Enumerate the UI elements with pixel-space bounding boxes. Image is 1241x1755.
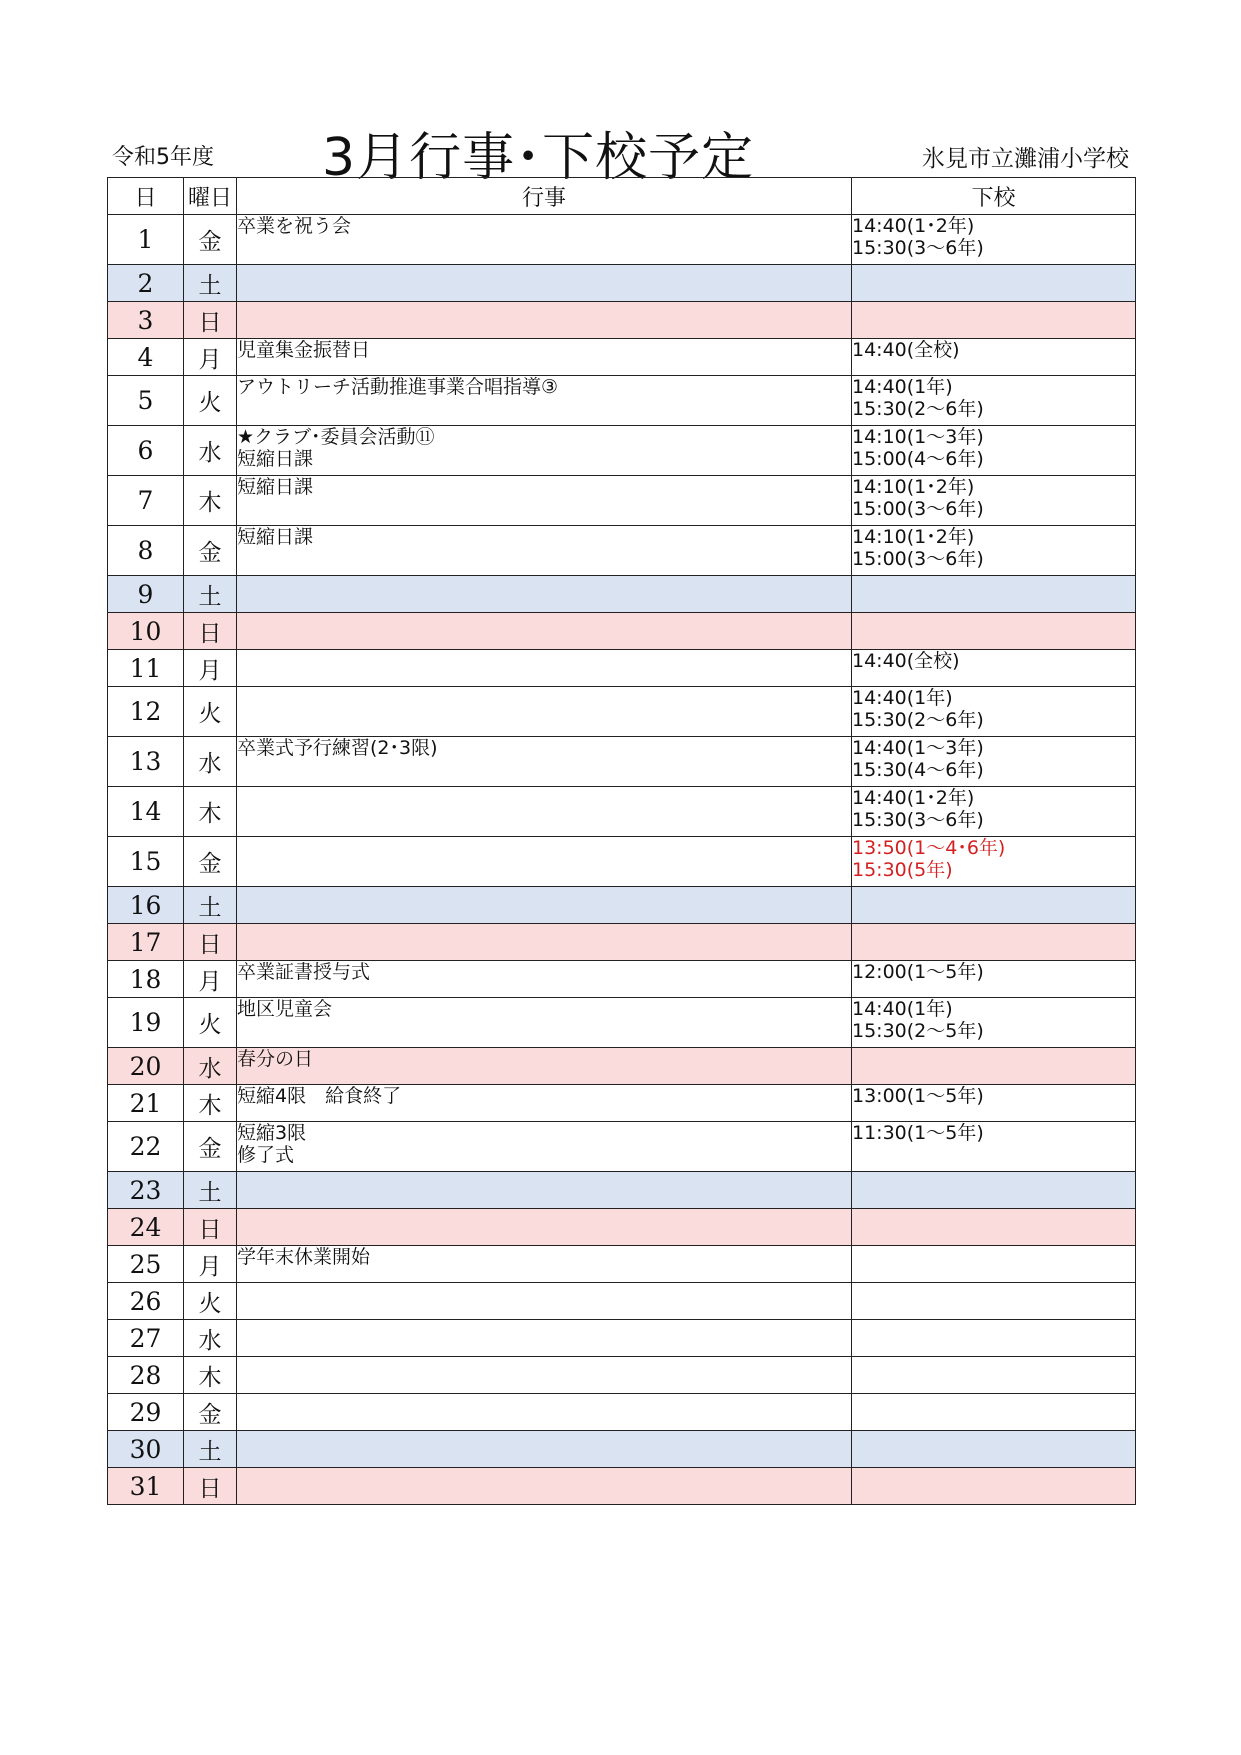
events-cell [237,1246,852,1283]
day-cell: 5 [108,376,184,426]
events-cell [237,1431,852,1468]
table-row [108,1048,1136,1085]
dismissal-time: 15:00(3～6年) [852,498,984,520]
events-cell [237,1172,852,1209]
table-row [108,887,1136,924]
day-cell: 3 [108,302,184,339]
dismissal-time: 15:30(3～6年) [852,237,984,259]
dismissal-cell [852,687,1136,737]
dismissal-cell [852,1048,1136,1085]
weekday-cell: 水 [184,737,237,787]
dismissal-time: 15:30(3～6年) [852,809,984,831]
table-row [108,476,1136,526]
table-row [108,526,1136,576]
table-row [108,1394,1136,1431]
events-cell [237,1357,852,1394]
events-cell [237,924,852,961]
weekday-cell: 土 [184,265,237,302]
weekday-cell: 火 [184,998,237,1048]
day-cell: 8 [108,526,184,576]
event-text: 春分の日 [237,1048,314,1070]
dismissal-cell [852,650,1136,687]
events-cell [237,1122,852,1172]
events-cell [237,265,852,302]
day-cell: 4 [108,339,184,376]
event-text: 短縮4限 給食終了 [237,1085,402,1107]
dismissal-cell [852,737,1136,787]
day-cell: 2 [108,265,184,302]
dismissal-time: 14:10(1～3年) [852,426,984,448]
dismissal-cell [852,1394,1136,1431]
event-text: 卒業式予行練習(2･3限) [237,737,438,759]
dismissal-cell [852,787,1136,837]
dismissal-time: 14:40(1年) [852,376,953,398]
dismissal-time: 15:30(2～6年) [852,709,984,731]
day-cell: 6 [108,426,184,476]
weekday-cell: 土 [184,1431,237,1468]
dismissal-time: 14:40(全校) [852,339,960,361]
day-cell: 14 [108,787,184,837]
weekday-cell: 土 [184,887,237,924]
table-row [108,576,1136,613]
events-cell [237,737,852,787]
weekday-cell: 土 [184,576,237,613]
dismissal-cell [852,1283,1136,1320]
weekday-cell: 金 [184,1122,237,1172]
dismissal-time: 15:00(4～6年) [852,448,984,470]
day-cell: 26 [108,1283,184,1320]
table-row [108,1209,1136,1246]
event-text: 短縮日課 [237,448,314,470]
dismissal-cell [852,1357,1136,1394]
dismissal-cell [852,1209,1136,1246]
dismissal-cell [852,1122,1136,1172]
dismissal-cell [852,1172,1136,1209]
day-cell: 25 [108,1246,184,1283]
event-text: 短縮3限 [237,1122,307,1144]
table-row [108,613,1136,650]
events-cell [237,376,852,426]
dismissal-cell [852,998,1136,1048]
event-text: 学年末休業開始 [237,1246,371,1268]
dismissal-cell [852,376,1136,426]
day-cell: 9 [108,576,184,613]
dismissal-time: 15:30(5年) [852,859,953,881]
weekday-cell: 日 [184,1209,237,1246]
weekday-cell: 月 [184,650,237,687]
events-cell [237,787,852,837]
day-cell: 23 [108,1172,184,1209]
dismissal-time: 15:00(3～6年) [852,548,984,570]
table-row [108,924,1136,961]
event-text: 卒業を祝う会 [237,215,352,237]
events-cell [237,1468,852,1505]
day-cell: 30 [108,1431,184,1468]
dismissal-time: 14:40(全校) [852,650,960,672]
day-cell: 31 [108,1468,184,1505]
dismissal-time: 14:40(1～3年) [852,737,984,759]
dismissal-cell [852,887,1136,924]
table-row [108,787,1136,837]
dismissal-cell [852,576,1136,613]
dismissal-time: 12:00(1～5年) [852,961,984,983]
table-row [108,339,1136,376]
dismissal-time: 13:00(1～5年) [852,1085,984,1107]
table-row [108,1357,1136,1394]
dismissal-cell [852,1246,1136,1283]
event-text: 修了式 [237,1144,295,1166]
day-cell: 28 [108,1357,184,1394]
dismissal-time: 11:30(1～5年) [852,1122,984,1144]
event-text: 短縮日課 [237,526,314,548]
day-cell: 12 [108,687,184,737]
weekday-cell: 水 [184,1320,237,1357]
event-text: ★クラブ･委員会活動⑪ [237,426,435,448]
events-cell [237,998,852,1048]
weekday-cell: 月 [184,961,237,998]
events-cell [237,1394,852,1431]
column-header-dismissal: 下校 [852,178,1136,215]
weekday-cell: 月 [184,1246,237,1283]
dismissal-cell [852,339,1136,376]
dismissal-time: 14:40(1･2年) [852,215,975,237]
day-cell: 11 [108,650,184,687]
dismissal-time: 13:50(1～4･6年) [852,837,1006,859]
day-cell: 19 [108,998,184,1048]
day-cell: 22 [108,1122,184,1172]
table-row [108,1122,1136,1172]
dismissal-time: 15:30(2～5年) [852,1020,984,1042]
events-cell [237,1085,852,1122]
weekday-cell: 金 [184,1394,237,1431]
events-cell [237,887,852,924]
events-cell [237,576,852,613]
day-cell: 20 [108,1048,184,1085]
dismissal-cell [852,302,1136,339]
column-header-events: 行事 [237,178,852,215]
table-row [108,687,1136,737]
event-text: 地区児童会 [237,998,333,1020]
event-text: 短縮日課 [237,476,314,498]
day-cell: 16 [108,887,184,924]
dismissal-cell [852,1468,1136,1505]
schedule-body [108,215,1136,1505]
schedule-header [108,178,1136,215]
dismissal-time: 14:10(1･2年) [852,526,975,548]
day-cell: 29 [108,1394,184,1431]
events-cell [237,526,852,576]
weekday-cell: 日 [184,302,237,339]
table-row [108,1085,1136,1122]
dismissal-cell [852,924,1136,961]
weekday-cell: 火 [184,1283,237,1320]
events-cell [237,650,852,687]
dismissal-time: 14:40(1年) [852,998,953,1020]
day-cell: 15 [108,837,184,887]
events-cell [237,1048,852,1085]
dismissal-cell [852,837,1136,887]
events-cell [237,837,852,887]
events-cell [237,215,852,265]
column-header-day: 日 [108,178,184,215]
table-row [108,1320,1136,1357]
table-row [108,376,1136,426]
events-cell [237,302,852,339]
day-cell: 18 [108,961,184,998]
dismissal-cell [852,613,1136,650]
table-row [108,998,1136,1048]
schedule-table [107,177,1136,1505]
dismissal-cell [852,426,1136,476]
table-row [108,265,1136,302]
events-cell [237,613,852,650]
events-cell [237,426,852,476]
weekday-cell: 土 [184,1172,237,1209]
dismissal-cell [852,265,1136,302]
table-row [108,215,1136,265]
school-name: 氷見市立灘浦小学校 [922,146,1129,172]
weekday-cell: 水 [184,426,237,476]
dismissal-cell [852,1320,1136,1357]
weekday-cell: 火 [184,687,237,737]
dismissal-time: 14:40(1･2年) [852,787,975,809]
day-cell: 7 [108,476,184,526]
table-row [108,1431,1136,1468]
table-row [108,1246,1136,1283]
event-text: 児童集金振替日 [237,339,371,361]
day-cell: 21 [108,1085,184,1122]
weekday-cell: 日 [184,924,237,961]
header-row [108,178,1136,215]
weekday-cell: 金 [184,526,237,576]
event-text: アウトリーチ活動推進事業合唱指導③ [237,376,559,398]
events-cell [237,687,852,737]
weekday-cell: 木 [184,476,237,526]
day-cell: 24 [108,1209,184,1246]
day-cell: 10 [108,613,184,650]
table-row [108,1468,1136,1505]
dismissal-cell [852,961,1136,998]
table-row [108,1172,1136,1209]
weekday-cell: 月 [184,339,237,376]
dismissal-time: 14:10(1･2年) [852,476,975,498]
weekday-cell: 火 [184,376,237,426]
table-row [108,650,1136,687]
events-cell [237,476,852,526]
weekday-cell: 木 [184,787,237,837]
dismissal-time: 14:40(1年) [852,687,953,709]
weekday-cell: 金 [184,837,237,887]
table-row [108,426,1136,476]
weekday-cell: 木 [184,1357,237,1394]
events-cell [237,961,852,998]
table-row [108,961,1136,998]
dismissal-time: 15:30(2～6年) [852,398,984,420]
day-cell: 27 [108,1320,184,1357]
events-cell [237,1320,852,1357]
column-header-weekday: 曜日 [184,178,237,215]
fiscal-year-label: 令和5年度 [112,145,214,170]
page-title: 3月行事･下校予定 [322,128,755,188]
weekday-cell: 日 [184,613,237,650]
dismissal-cell [852,526,1136,576]
weekday-cell: 金 [184,215,237,265]
events-cell [237,1209,852,1246]
weekday-cell: 日 [184,1468,237,1505]
day-cell: 17 [108,924,184,961]
dismissal-cell [852,1431,1136,1468]
dismissal-cell [852,476,1136,526]
weekday-cell: 木 [184,1085,237,1122]
table-row [108,1283,1136,1320]
event-text: 卒業証書授与式 [237,961,371,983]
dismissal-cell [852,1085,1136,1122]
day-cell: 1 [108,215,184,265]
dismissal-time: 15:30(4～6年) [852,759,984,781]
dismissal-cell [852,215,1136,265]
events-cell [237,339,852,376]
weekday-cell: 水 [184,1048,237,1085]
table-row [108,737,1136,787]
events-cell [237,1283,852,1320]
day-cell: 13 [108,737,184,787]
table-row [108,837,1136,887]
table-row [108,302,1136,339]
